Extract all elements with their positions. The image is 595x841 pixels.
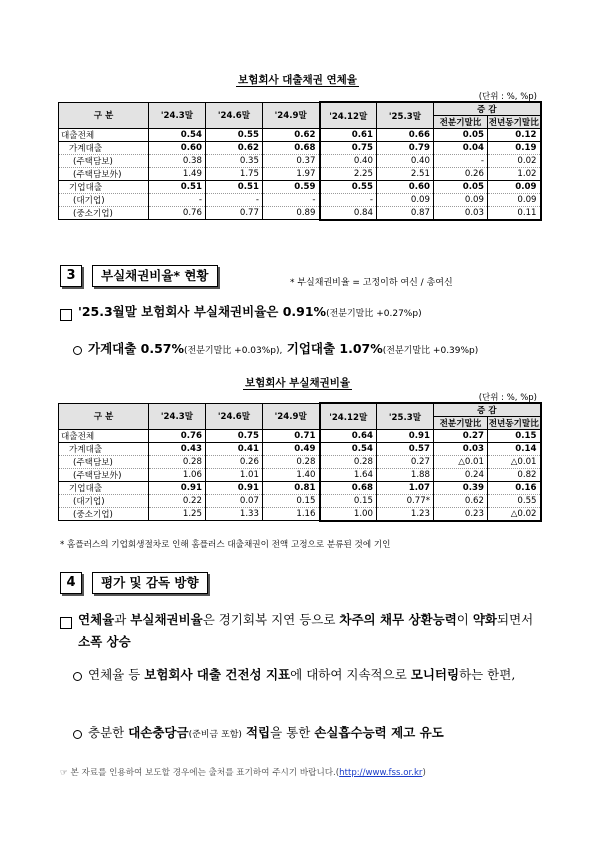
table-row bbox=[59, 155, 541, 168]
cell-value: 0.81 bbox=[263, 482, 320, 495]
cell-value: 0.22 bbox=[149, 495, 206, 508]
col-p3: '24.9말 bbox=[263, 403, 320, 430]
table2-npl-ratio bbox=[58, 402, 542, 522]
cell-value: △0.01 bbox=[488, 456, 541, 469]
cell-value: 0.49 bbox=[263, 443, 320, 456]
cell-value: 0.39 bbox=[434, 482, 488, 495]
table-row bbox=[59, 194, 541, 207]
cell-value: 0.11 bbox=[488, 207, 541, 220]
cell-value: 1.25 bbox=[149, 508, 206, 521]
col-change: 증 감 bbox=[434, 403, 541, 417]
cell-value: 0.76 bbox=[149, 207, 206, 220]
col-p4: '24.12말 bbox=[320, 102, 377, 129]
row-label: 대출전체 bbox=[59, 430, 149, 443]
table-row bbox=[59, 168, 541, 181]
cell-value: 0.61 bbox=[320, 129, 377, 142]
cell-value: 0.19 bbox=[488, 142, 541, 155]
cell-value: 0.62 bbox=[263, 129, 320, 142]
fss-link[interactable]: http://www.fss.or.kr bbox=[339, 768, 423, 778]
section3-sub-point: 가계대출 0.57%(전분기말比 +0.03%p), 기업대출 1.07%(전분기말比 +0.39%p) bbox=[88, 341, 479, 356]
row-label: 기업대출 bbox=[59, 181, 149, 194]
cell-value: - bbox=[320, 194, 377, 207]
cell-value: 1.23 bbox=[377, 508, 434, 521]
cell-value: 0.03 bbox=[434, 207, 488, 220]
cell-value: 0.27 bbox=[434, 430, 488, 443]
cell-value: 0.82 bbox=[488, 469, 541, 482]
col-p4: '24.12말 bbox=[320, 403, 377, 430]
cell-value: 0.71 bbox=[263, 430, 320, 443]
circle-bullet-icon bbox=[73, 730, 82, 739]
cell-value: 0.24 bbox=[434, 469, 488, 482]
cell-value: 0.37 bbox=[263, 155, 320, 168]
col-yoy: 전년동기말比 bbox=[488, 417, 541, 430]
cell-value: 0.91 bbox=[206, 482, 263, 495]
cell-value: 0.84 bbox=[320, 207, 377, 220]
cell-value: 0.51 bbox=[149, 181, 206, 194]
cell-value: 0.89 bbox=[263, 207, 320, 220]
table-row bbox=[59, 430, 541, 443]
cell-value: 0.91 bbox=[149, 482, 206, 495]
col-qoq: 전분기말比 bbox=[434, 116, 488, 129]
col-qoq: 전분기말比 bbox=[434, 417, 488, 430]
cell-value: 0.59 bbox=[263, 181, 320, 194]
cell-value: 0.05 bbox=[434, 181, 488, 194]
cell-value: 0.54 bbox=[320, 443, 377, 456]
cell-value: 0.79 bbox=[377, 142, 434, 155]
section3-number: 3 bbox=[60, 265, 82, 287]
col-yoy: 전년동기말比 bbox=[488, 116, 541, 129]
cell-value: 0.55 bbox=[320, 181, 377, 194]
cell-value: 1.75 bbox=[206, 168, 263, 181]
table-row bbox=[59, 129, 541, 142]
cell-value: 0.15 bbox=[488, 430, 541, 443]
row-label: (주택담보) bbox=[59, 456, 149, 469]
section3-title: 부실채권비율* 현황 bbox=[92, 265, 218, 287]
cell-value: 0.64 bbox=[320, 430, 377, 443]
cell-value: 0.38 bbox=[149, 155, 206, 168]
cell-value: 0.40 bbox=[377, 155, 434, 168]
col-p5: '25.3말 bbox=[377, 403, 434, 430]
cell-value: 0.14 bbox=[488, 443, 541, 456]
cell-value: 0.77* bbox=[377, 495, 434, 508]
col-p3: '24.9말 bbox=[263, 102, 320, 129]
cell-value: 0.60 bbox=[149, 142, 206, 155]
pointing-hand-icon: ☞ bbox=[60, 768, 68, 778]
cell-value: 0.04 bbox=[434, 142, 488, 155]
cell-value: 0.55 bbox=[206, 129, 263, 142]
cell-value: 0.91 bbox=[377, 430, 434, 443]
cell-value: 0.09 bbox=[488, 181, 541, 194]
table-row bbox=[59, 456, 541, 469]
table2-caption: 보험회사 부실채권비율 bbox=[244, 377, 351, 389]
col-p2: '24.6말 bbox=[206, 403, 263, 430]
row-label: (주택담보外) bbox=[59, 168, 149, 181]
cell-value: 0.28 bbox=[263, 456, 320, 469]
cell-value: 0.27 bbox=[377, 456, 434, 469]
cell-value: 0.40 bbox=[320, 155, 377, 168]
circle-bullet-icon bbox=[73, 346, 82, 355]
row-label: 가계대출 bbox=[59, 142, 149, 155]
cell-value: - bbox=[149, 194, 206, 207]
cell-value: 0.62 bbox=[206, 142, 263, 155]
table1-unit: (단위 : %, %p) bbox=[478, 92, 537, 102]
cell-value: 1.01 bbox=[206, 469, 263, 482]
cell-value: 1.33 bbox=[206, 508, 263, 521]
cell-value: 2.51 bbox=[377, 168, 434, 181]
circle-bullet-icon bbox=[73, 672, 82, 681]
cell-value: 0.07 bbox=[206, 495, 263, 508]
col-p2: '24.6말 bbox=[206, 102, 263, 129]
cell-value: 1.00 bbox=[320, 508, 377, 521]
row-label: 가계대출 bbox=[59, 443, 149, 456]
table-row bbox=[59, 495, 541, 508]
cell-value: 0.09 bbox=[434, 194, 488, 207]
col-category: 구 분 bbox=[59, 403, 149, 430]
cell-value: 2.25 bbox=[320, 168, 377, 181]
cell-value: 0.75 bbox=[320, 142, 377, 155]
square-bullet-icon bbox=[60, 617, 72, 629]
table-row bbox=[59, 181, 541, 194]
cell-value: 0.76 bbox=[149, 430, 206, 443]
cell-value: 0.16 bbox=[488, 482, 541, 495]
cell-value: 0.15 bbox=[263, 495, 320, 508]
cell-value: 0.68 bbox=[263, 142, 320, 155]
cell-value: 1.40 bbox=[263, 469, 320, 482]
row-label: 기업대출 bbox=[59, 482, 149, 495]
table1-delinquency-rate bbox=[58, 101, 542, 221]
cell-value: 1.02 bbox=[488, 168, 541, 181]
cell-value: - bbox=[206, 194, 263, 207]
cell-value: 0.35 bbox=[206, 155, 263, 168]
cell-value: 0.26 bbox=[434, 168, 488, 181]
cell-value: 0.68 bbox=[320, 482, 377, 495]
col-category: 구 분 bbox=[59, 102, 149, 129]
cell-value: △0.02 bbox=[488, 508, 541, 521]
row-label: (대기업) bbox=[59, 495, 149, 508]
section4-title: 평가 및 감독 방향 bbox=[92, 572, 208, 594]
section4-number: 4 bbox=[60, 572, 82, 594]
col-p5: '25.3말 bbox=[377, 102, 434, 129]
cell-value: 1.07 bbox=[377, 482, 434, 495]
table-row bbox=[59, 482, 541, 495]
cell-value: 0.28 bbox=[320, 456, 377, 469]
cell-value: △0.01 bbox=[434, 456, 488, 469]
cell-value: - bbox=[434, 155, 488, 168]
cell-value: 0.62 bbox=[434, 495, 488, 508]
cell-value: 0.05 bbox=[434, 129, 488, 142]
section4-sub-point-1: 연체율 등 보험회사 대출 건전성 지표에 대하여 지속적으로 모니터링하는 한편, bbox=[88, 667, 516, 682]
cell-value: 0.75 bbox=[206, 430, 263, 443]
table-row bbox=[59, 207, 541, 220]
cell-value: 1.88 bbox=[377, 469, 434, 482]
cell-value: 0.15 bbox=[320, 495, 377, 508]
col-p1: '24.3말 bbox=[149, 102, 206, 129]
table-row bbox=[59, 142, 541, 155]
cell-value: 0.23 bbox=[434, 508, 488, 521]
table1-caption: 보험회사 대출채권 연체율 bbox=[238, 74, 357, 86]
section3-main-point: '25.3월말 보험회사 부실채권비율은 0.91%(전분기말比 +0.27%p) bbox=[78, 304, 422, 319]
cell-value: 0.60 bbox=[377, 181, 434, 194]
cell-value: 1.16 bbox=[263, 508, 320, 521]
cell-value: 0.26 bbox=[206, 456, 263, 469]
footer-notice: ☞ 본 자료를 인용하여 보도할 경우에는 출처를 표기하여 주시기 바랍니다.(http://www.fss.or.kr) bbox=[60, 768, 426, 778]
cell-value: 0.41 bbox=[206, 443, 263, 456]
row-label: (중소기업) bbox=[59, 207, 149, 220]
row-label: (대기업) bbox=[59, 194, 149, 207]
section3-note: * 부실채권비율 = 고정이하 여신 / 총여신 bbox=[290, 278, 453, 288]
table2-footnote: * 홈플러스의 기업회생절차로 인해 홈플러스 대출채권이 전액 고정으로 분류된 것에 기인 bbox=[60, 540, 391, 550]
section4-main-point: 연체율과 부실채권비율은 경기회복 지연 등으로 차주의 채무 상환능력이 약화되면서 소폭 상승 bbox=[78, 612, 534, 649]
cell-value: 1.64 bbox=[320, 469, 377, 482]
cell-value: 0.66 bbox=[377, 129, 434, 142]
row-label: 대출전체 bbox=[59, 129, 149, 142]
cell-value: 0.09 bbox=[377, 194, 434, 207]
table-row bbox=[59, 508, 541, 521]
table-row bbox=[59, 443, 541, 456]
row-label: (주택담보外) bbox=[59, 469, 149, 482]
square-bullet-icon bbox=[60, 309, 72, 321]
cell-value: 1.97 bbox=[263, 168, 320, 181]
col-change: 증 감 bbox=[434, 102, 541, 116]
cell-value: 0.55 bbox=[488, 495, 541, 508]
table2-unit: (단위 : %, %p) bbox=[478, 393, 537, 403]
row-label: (중소기업) bbox=[59, 508, 149, 521]
cell-value: 0.28 bbox=[149, 456, 206, 469]
col-p1: '24.3말 bbox=[149, 403, 206, 430]
cell-value: - bbox=[263, 194, 320, 207]
cell-value: 1.49 bbox=[149, 168, 206, 181]
cell-value: 0.51 bbox=[206, 181, 263, 194]
cell-value: 0.43 bbox=[149, 443, 206, 456]
section4-sub-point-2: 충분한 대손충당금(준비금 포함) 적립을 통한 손실흡수능력 제고 유도 bbox=[88, 725, 444, 740]
table-row bbox=[59, 469, 541, 482]
row-label: (주택담보) bbox=[59, 155, 149, 168]
cell-value: 0.03 bbox=[434, 443, 488, 456]
cell-value: 0.87 bbox=[377, 207, 434, 220]
cell-value: 0.12 bbox=[488, 129, 541, 142]
cell-value: 0.54 bbox=[149, 129, 206, 142]
cell-value: 0.57 bbox=[377, 443, 434, 456]
cell-value: 1.06 bbox=[149, 469, 206, 482]
cell-value: 0.09 bbox=[488, 194, 541, 207]
cell-value: 0.77 bbox=[206, 207, 263, 220]
cell-value: 0.02 bbox=[488, 155, 541, 168]
